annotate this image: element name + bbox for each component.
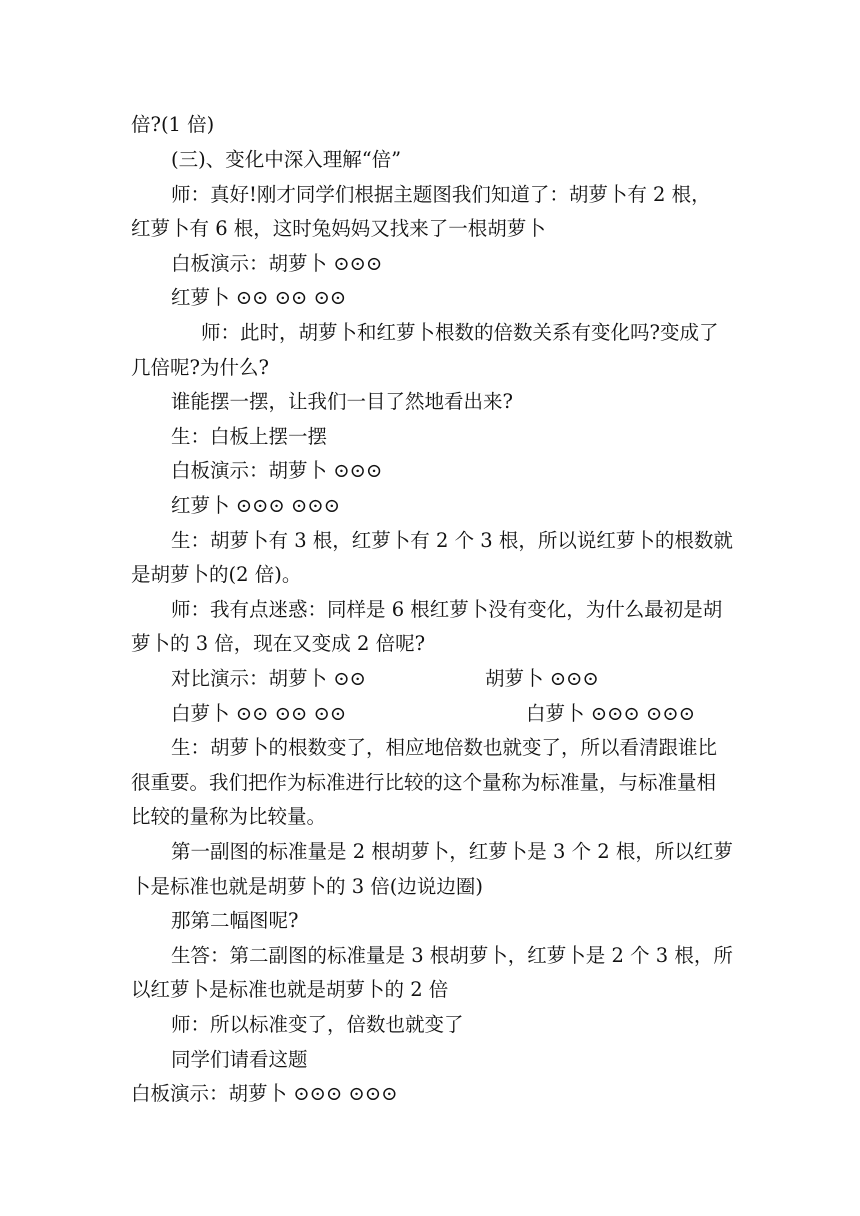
comparison-row <box>0 661 860 697</box>
text-line: 师：真好!刚才同学们根据主题图我们知道了：胡萝卜有 2 根， <box>171 183 711 206</box>
text-line: 第一副图的标准量是 2 根胡萝卜，红萝卜是 3 个 2 根，所以红萝 <box>171 840 733 863</box>
text-line: 谁能摆一摆，让我们一目了然地看出来? <box>171 390 513 413</box>
text-line: 以红萝卜是标准也就是胡萝卜的 2 倍 <box>131 978 449 1001</box>
text-line: 生：白板上摆一摆 <box>171 425 328 448</box>
text-line: 白板演示：胡萝卜 ⊙⊙⊙ <box>171 252 383 275</box>
text-line: 几倍呢?为什么? <box>131 356 269 379</box>
comparison-right: 胡萝卜 ⊙⊙⊙ <box>485 667 599 690</box>
text-line: 师：我有点迷惑：同样是 6 根红萝卜没有变化，为什么最初是胡 <box>171 598 723 621</box>
text-line: 师：此时，胡萝卜和红萝卜根数的倍数关系有变化吗?变成了 <box>201 321 719 344</box>
text-line: 倍?(1 倍) <box>131 113 215 136</box>
comparison-right: 白萝卜 ⊙⊙⊙ ⊙⊙⊙ <box>526 702 695 725</box>
text-line: 生答：第二副图的标准量是 3 根胡萝卜，红萝卜是 2 个 3 根，所 <box>171 944 733 967</box>
text-line: 那第二幅图呢? <box>171 909 299 932</box>
text-line: 比较的量称为比较量。 <box>131 805 327 828</box>
text-line: 红萝卜有 6 根，这时兔妈妈又找来了一根胡萝卜 <box>131 217 546 240</box>
section-heading: (三)、变化中深入理解“倍” <box>171 148 402 171</box>
text-line: 生：胡萝卜有 3 根，红萝卜有 2 个 3 根，所以说红萝卜的根数就 <box>171 529 733 552</box>
text-line: 卜是标准也就是胡萝卜的 3 倍(边说边圈) <box>131 875 484 898</box>
text-line: 红萝卜 ⊙⊙⊙ ⊙⊙⊙ <box>171 494 340 517</box>
comparison-left: 白萝卜 ⊙⊙ ⊙⊙ ⊙⊙ <box>171 702 347 725</box>
text-line: 白板演示：胡萝卜 ⊙⊙⊙ ⊙⊙⊙ <box>131 1082 398 1105</box>
text-line: 生：胡萝卜的根数变了，相应地倍数也就变了，所以看清跟谁比 <box>171 736 718 759</box>
comparison-left: 对比演示：胡萝卜 ⊙⊙ <box>171 667 366 690</box>
comparison-row <box>0 696 860 732</box>
text-line: 萝卜的 3 倍，现在又变成 2 倍呢? <box>131 632 426 655</box>
text-line: 同学们请看这题 <box>171 1048 308 1071</box>
text-line: 很重要。我们把作为标准进行比较的这个量称为标准量，与标准量相 <box>131 771 717 794</box>
text-line: 是胡萝卜的(2 倍)。 <box>131 563 302 586</box>
text-line: 红萝卜 ⊙⊙ ⊙⊙ ⊙⊙ <box>171 286 347 309</box>
text-line: 师：所以标准变了，倍数也就变了 <box>171 1013 464 1036</box>
text-line: 白板演示：胡萝卜 ⊙⊙⊙ <box>171 459 383 482</box>
